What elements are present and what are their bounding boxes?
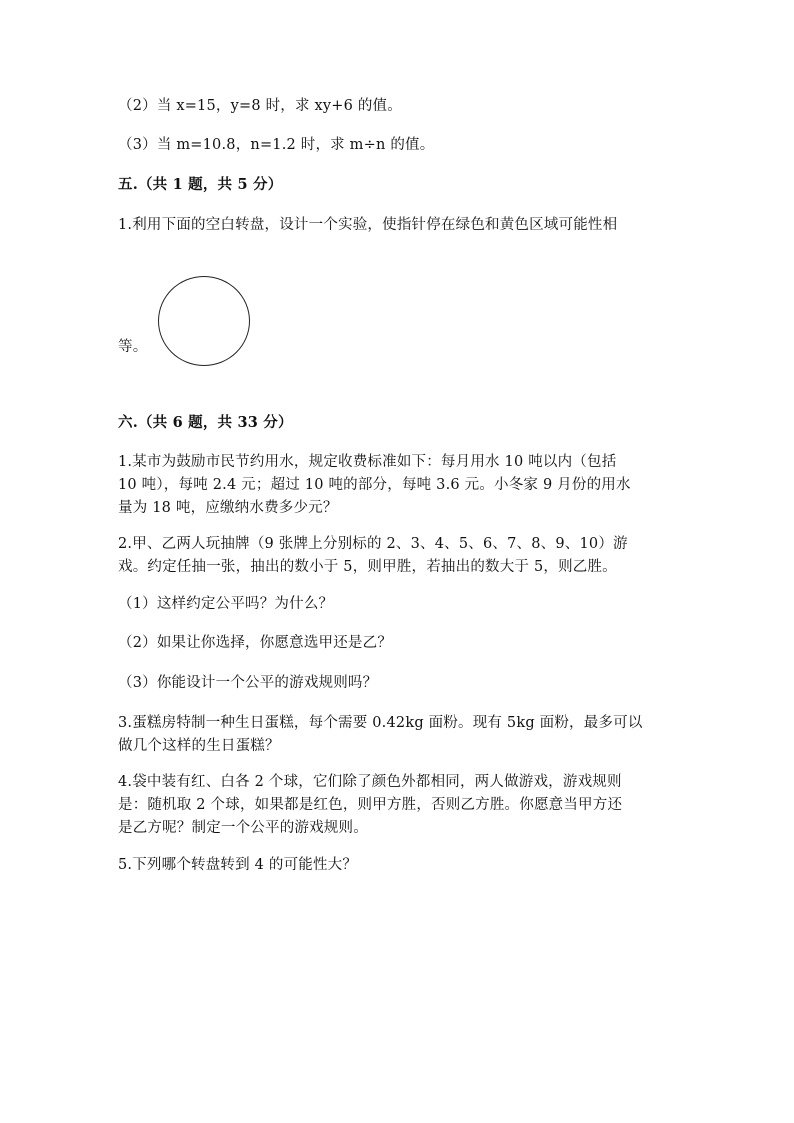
section-6-question-2-sub-1: （1）这样约定公平吗？为什么？ (118, 596, 334, 612)
section-6-question-2-line-2: 戏。约定任抽一张，抽出的数小于 5，则甲胜，若抽出的数大于 5，则乙胜。 (118, 559, 617, 575)
section-6-question-2-sub-2: （2）如果让你选择，你愿意选甲还是乙？ (118, 635, 393, 651)
section-5-question-1-line-1: 1.利用下面的空白转盘，设计一个实验，使指针停在绿色和黄色区域可能性相 (118, 217, 618, 233)
section-6-question-4-line-2: 是：随机取 2 个球，如果都是红色，则甲方胜，否则乙方胜。你愿意当甲方还 (118, 797, 623, 813)
question-4-part-2: （2）当 x=15，y=8 时，求 xy+6 的值。 (118, 98, 402, 114)
section-6-question-2-sub-3: （3）你能设计一个公平的游戏规则吗？ (118, 675, 378, 691)
blank-spinner-circle (158, 276, 250, 366)
section-6-question-3-line-2: 做几个这样的生日蛋糕？ (118, 738, 280, 754)
section-6-question-1-line-3: 量为 18 吨，应缴纳水费多少元？ (118, 500, 338, 516)
section-6-question-2-line-1: 2.甲、乙两人玩抽牌（9 张牌上分别标的 2、3、4、5、6、7、8、9、10）游 (118, 536, 628, 552)
section-6-heading: 六.（共 6 题，共 33 分） (118, 414, 293, 431)
section-6-question-4-line-1: 4.袋中装有红、白各 2 个球，它们除了颜色外都相同，两人做游戏，游戏规则 (118, 774, 622, 790)
section-6-question-3-line-1: 3.蛋糕房特制一种生日蛋糕，每个需要 0.42kg 面粉。现有 5kg 面粉，最多可以 (118, 715, 643, 731)
section-6-question-1-line-2: 10 吨），每吨 2.4 元；超过 10 吨的部分，每吨 3.6 元。小冬家 9 月份的用水 (118, 477, 631, 493)
section-5-heading: 五.（共 1 题，共 5 分） (118, 176, 283, 193)
section-6-question-5: 5.下列哪个转盘转到 4 的可能性大？ (118, 857, 358, 873)
section-5-question-1-line-2: 等。 (118, 339, 148, 355)
section-6-question-4-line-3: 是乙方呢？制定一个公平的游戏规则。 (118, 820, 368, 836)
question-4-part-3: （3）当 m=10.8，n=1.2 时，求 m÷n 的值。 (118, 137, 435, 153)
section-6-question-1-line-1: 1.某市为鼓励市民节约用水，规定收费标准如下：每月用水 10 吨以内（包括 (118, 454, 617, 470)
